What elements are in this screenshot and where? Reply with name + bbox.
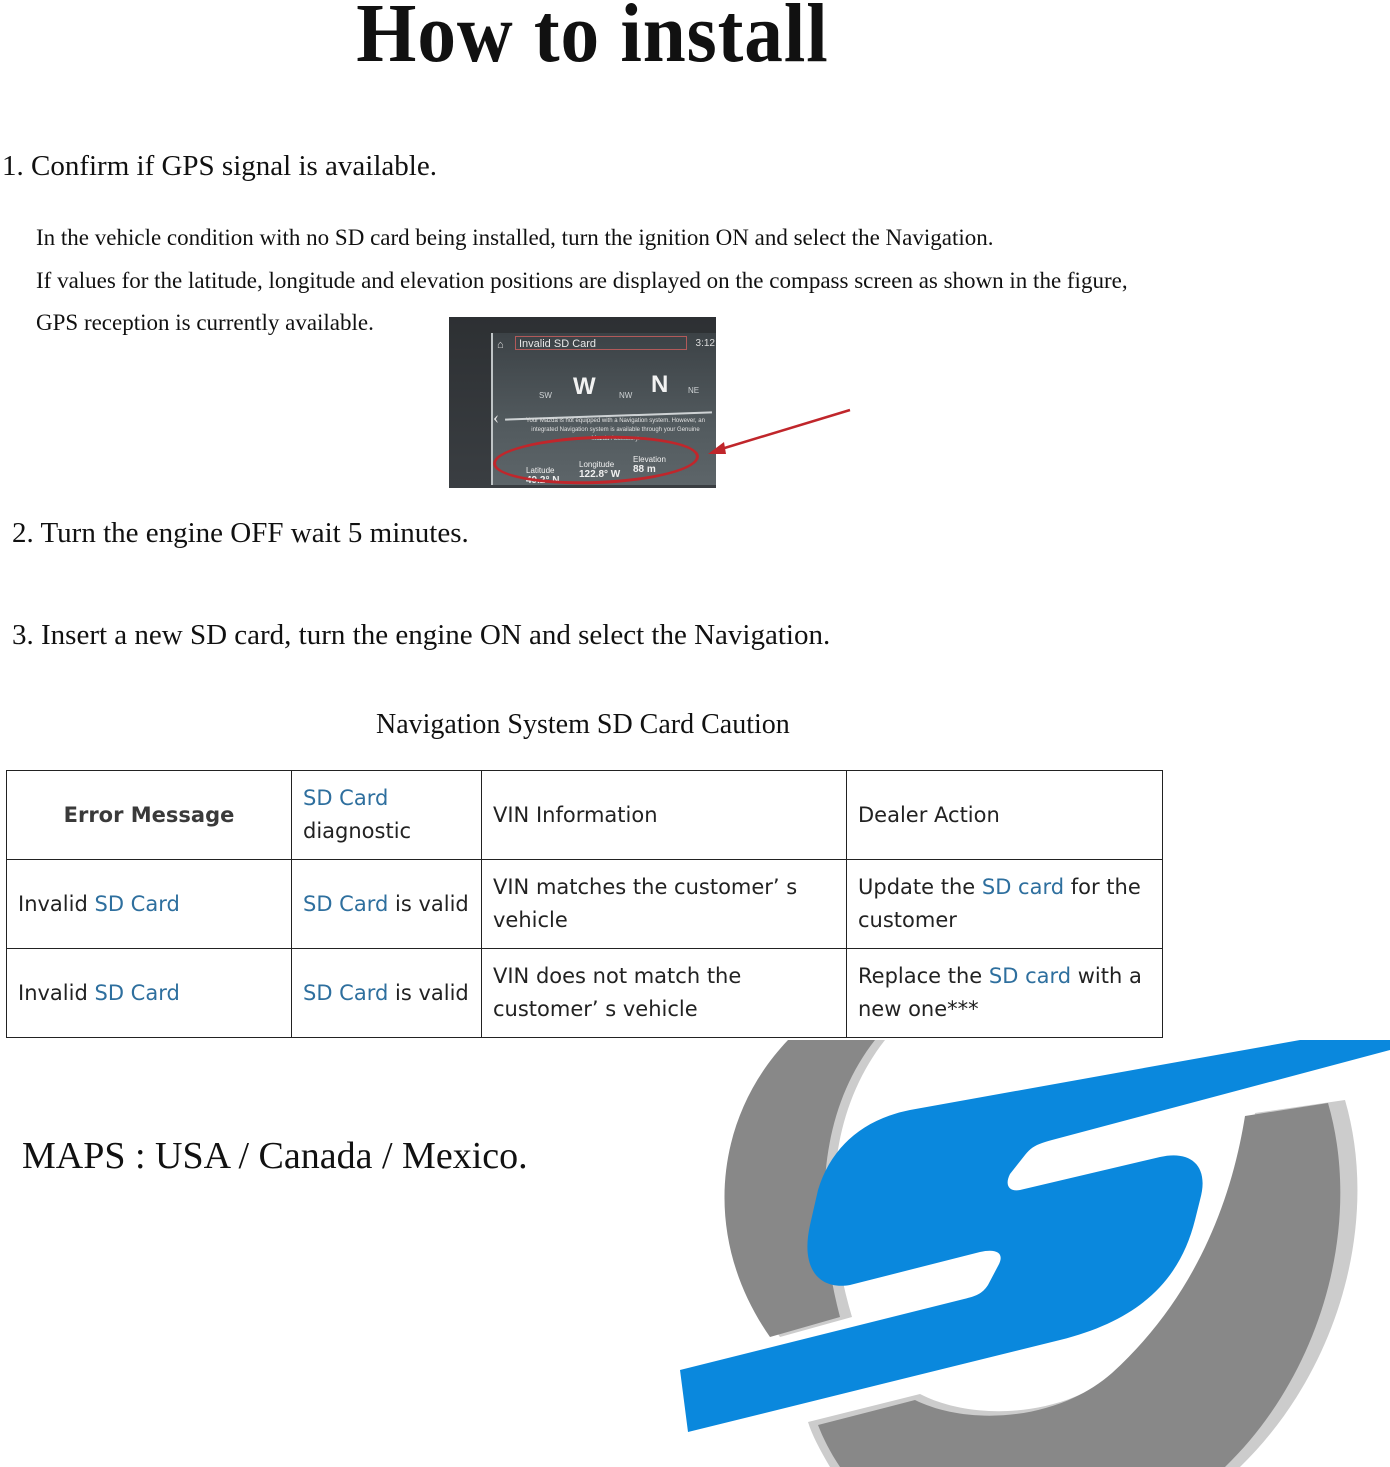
maps-coverage: MAPS : USA / Canada / Mexico. — [22, 1135, 528, 1177]
sd-card-highlight: SD Card — [94, 980, 180, 1005]
cell-vin-info: VIN does not match the customer’ s vehicle — [482, 949, 847, 1038]
status-bar: Invalid SD Card — [515, 336, 687, 350]
header-diagnostic-text: diagnostic — [303, 819, 412, 843]
brand-logo-icon — [680, 1040, 1390, 1467]
cell-error-message — [7, 860, 292, 949]
sd-card-caution-table — [6, 770, 1163, 1038]
compass-ne: NE — [688, 386, 700, 395]
latitude-label: Latitude — [526, 466, 555, 475]
table-row — [7, 860, 1163, 949]
error-text: Invalid — [18, 980, 95, 1005]
longitude-value: 122.8° W — [579, 469, 621, 480]
action-text: Update the — [858, 875, 982, 899]
navigation-note: Your Mazda is not equipped with a Navigation system. However, an integrated Navigation system is available through your Genuine Mazda Accessory. — [526, 418, 705, 442]
header-error-message: Error Message — [7, 771, 292, 860]
diagnostic-text: is valid — [388, 891, 469, 916]
header-dealer-action: Dealer Action — [847, 771, 1163, 860]
longitude-label: Longitude — [579, 460, 615, 469]
sd-card-highlight: SD Card — [303, 980, 389, 1005]
compass-w: W — [573, 373, 596, 400]
elevation-value: 88 m — [633, 464, 656, 475]
header-sd-card-diagnostic — [292, 771, 482, 860]
cell-diagnostic — [292, 860, 482, 949]
cell-error-message — [7, 949, 292, 1038]
header-sd-card-link: SD Card — [303, 786, 389, 810]
gps-compass-screenshot — [449, 317, 716, 488]
diagnostic-text: is valid — [388, 980, 469, 1005]
step-2-heading: 2. Turn the engine OFF wait 5 minutes. — [12, 517, 469, 549]
page-title: How to install — [356, 0, 829, 80]
back-chevron-icon: ‹ — [493, 407, 499, 427]
sd-card-highlight: SD card — [988, 964, 1072, 988]
cell-vin-info: VIN matches the customer’ s vehicle — [482, 860, 847, 949]
cell-dealer-action — [847, 949, 1163, 1038]
red-arrow-icon — [700, 400, 860, 460]
home-icon: ⌂ — [497, 339, 504, 351]
cell-dealer-action — [847, 860, 1163, 949]
action-text: with a new one*** — [858, 964, 1142, 1021]
step-3-heading: 3. Insert a new SD card, turn the engine ON and select the Navigation. — [12, 619, 831, 651]
sd-card-highlight: SD Card — [94, 891, 180, 916]
cell-diagnostic — [292, 949, 482, 1038]
clock: 3:12 — [695, 338, 715, 349]
step-1-heading: 1. Confirm if GPS signal is available. — [2, 150, 437, 182]
compass-nw: NW — [619, 391, 633, 400]
step-1-paragraph-1: In the vehicle condition with no SD card being installed, turn the ignition ON and select the Navigation. — [36, 225, 994, 250]
action-text: Replace the — [858, 964, 989, 988]
elevation-label: Elevation — [633, 455, 666, 464]
table-header-row — [7, 771, 1163, 860]
compass-n: N — [651, 371, 669, 398]
compass-sw: SW — [539, 391, 552, 400]
error-text: Invalid — [18, 891, 95, 916]
action-text: for the customer — [858, 875, 1141, 932]
table-caption: Navigation System SD Card Caution — [376, 709, 790, 740]
step-1-paragraph-3: GPS reception is currently available. — [36, 310, 374, 335]
sd-card-highlight: SD Card — [303, 891, 389, 916]
latitude-value: 49.2° N — [526, 475, 560, 486]
table-row — [7, 949, 1163, 1038]
sd-card-highlight: SD card — [981, 875, 1065, 899]
step-1-paragraph-2: If values for the latitude, longitude and elevation positions are displayed on the compass screen as shown in the figure, — [36, 268, 1128, 293]
header-vin-information: VIN Information — [482, 771, 847, 860]
